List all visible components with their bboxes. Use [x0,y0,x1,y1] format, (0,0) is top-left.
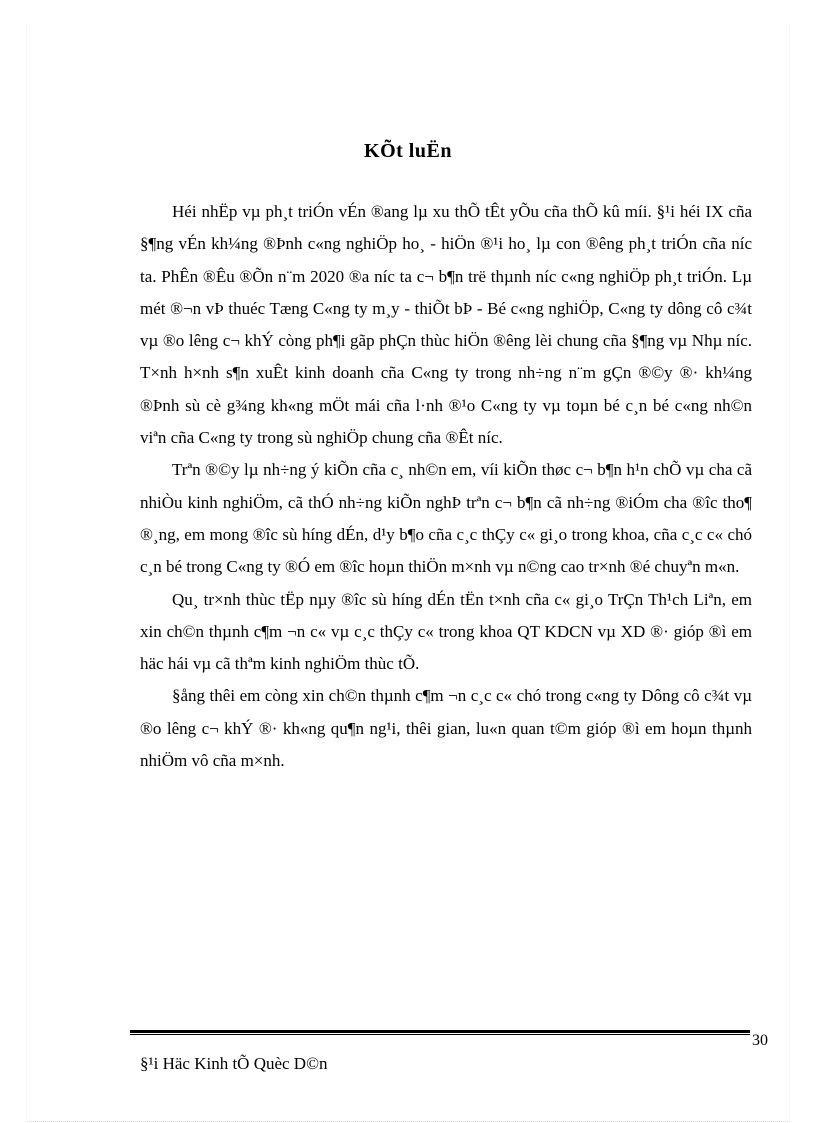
body-text [140,196,752,777]
footer-divider [130,1030,750,1035]
page-number: 30 [752,1032,768,1049]
paragraph: Qu¸ tr×nh thùc tËp nµy ®îc sù híng dÉn tËn t×nh cña c« gi¸o TrÇn Th¹ch Liªn, em xin ch©n thµnh c¶m ¬n c« vµ c¸c thÇy c« trong khoa QT KDCN vµ XD ®· gióp ®ì em häc hái vµ cã thªm kinh nghiÖm thùc tÕ. [140,589,752,674]
paragraph: Héi nhËp vµ ph¸t triÓn vÉn ®ang lµ xu thÕ tÊt yÕu cña thÕ kû míi. §¹i héi IX cña §¶ng vÉn kh¼ng ®Þnh c«ng nghiÖp ho¸ - hiÖn ®¹i ho¸ lµ con ®êng ph¸t triÓn cña níc ta. PhÊn ®Êu ®Õn n¨m 2020 ®a níc ta c¬ b¶n trë thµnh níc c«ng nghiÖp ph¸t triÓn. Lµ mét ®¬n vÞ thuéc Tæng C«ng ty m¸y - thiÕt bÞ - Bé c«ng nghiÖp, C«ng ty dông cô c¾t vµ ®o lêng c¬ khÝ còng ph¶i gãp phÇn thùc hiÖn ®êng lèi chung cña §¶ng vµ Nhµ níc. T×nh h×nh s¶n xuÊt kinh doanh cña C«ng ty trong nh÷ng n¨m gÇn ®©y ®· kh¼ng ®Þnh sù cè g¾ng kh«ng mÖt mái cña l·nh ®¹o C«ng ty vµ toµn bé c¸n bé c«ng nh©n viªn cña C«ng ty trong sù nghiÖp chung cña ®Êt níc. [140,202,752,448]
paragraph: Trªn ®©y lµ nh÷ng ý kiÕn cña c¸ nh©n em, víi kiÕn thøc c¬ b¶n h¹n chÕ vµ cha cã nhiÒu kinh nghiÖm, cã thÓ nh÷ng kiÕn nghÞ trªn c¬ b¶n cã nh÷ng ®iÓm cha ®îc tho¶ ®¸ng, em mong ®îc sù híng dÉn, d¹y b¶o cña c¸c thÇy c« gi¸o trong khoa, cña c¸c c« chó c¸n bé trong C«ng ty ®Ó em ®îc hoµn thiÖn m×nh vµ n©ng cao tr×nh ®é chuyªn m«n. [140,460,752,577]
page-title: KÕt luËn [364,140,452,163]
footer-school-name: §¹i Häc Kinh tÕ Quèc D©n [140,1054,328,1073]
paragraph: §ång thêi em còng xin ch©n thµnh c¶m ¬n c¸c c« chó trong c«ng ty Dông cô c¾t vµ ®o lêng c¬ khÝ ®· kh«ng qu¶n ng¹i, thêi gian, lu«n quan t©m gióp ®ì em hoµn thµnh nhiÖm vô cña m×nh. [140,686,752,771]
